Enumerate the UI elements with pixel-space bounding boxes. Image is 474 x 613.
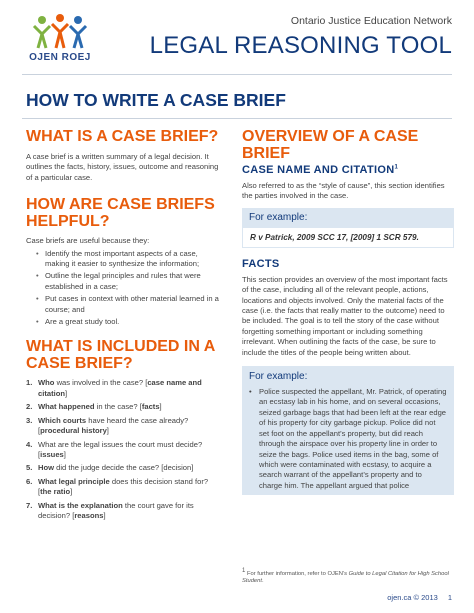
section-helpful bbox=[26, 196, 221, 327]
example-facts-text: • Police suspected the appellant, Mr. Patrick, of operating an ecstasy lab in his home, and on several occasions, seized garbage bags that had been left at the rear edge of his property for city garbage pickup. Police did not set foot on the appellant’s property, but did reach through the airspace over his property line in order to seize the bags. Police used items in the bag, some of which were contaminated with ecstasy, to acquire a search warrant of the appellant’s property and to charge him. The appellant argued that police bbox=[249, 387, 447, 491]
facts-text: This section provides an overview of the most important facts of the case, including all of the relevant people, actions, locations and objects involved. Only the material facts of the case (i.e. the facts that really matter to the outcome) need to be included. The goal is to tell the story of the case without forgetting something important or including something irrelevant. When outlining the facts of the case, be sure to include the titles of the people being written about. bbox=[242, 274, 448, 357]
page-footer bbox=[387, 593, 452, 602]
section-what-is bbox=[26, 128, 221, 183]
page-number: 1 bbox=[447, 593, 452, 602]
heading-facts: FACTS bbox=[242, 257, 280, 270]
step-item: 6. What legal principle does this decision stand for? [the ratio] bbox=[26, 476, 209, 497]
helpful-intro: Case briefs are useful because they: bbox=[26, 236, 150, 246]
people-figures-icon bbox=[30, 12, 90, 52]
heading-included: WHAT IS INCLUDED IN A CASE BRIEF? bbox=[26, 338, 215, 373]
step-item: 3. Which courts have heard the case already? [procedural history] bbox=[26, 415, 189, 436]
page-title: HOW TO WRITE A CASE BRIEF bbox=[26, 90, 286, 110]
list-item: • Identify the most important aspects of a case, making it easier to synthesize the information; bbox=[36, 249, 221, 270]
example-citation: R v Patrick, 2009 SCC 17, [2009] 1 SCR 579. bbox=[242, 227, 454, 248]
helpful-list bbox=[26, 249, 221, 328]
network-name: Ontario Justice Education Network bbox=[290, 15, 452, 27]
logo-text: OJEN ROEJ bbox=[29, 52, 91, 63]
step-item: 1. Who was involved in the case? [case name and citation] bbox=[26, 378, 202, 398]
divider-mid bbox=[22, 118, 452, 119]
step-item: 5. How did the judge decide the case? [decision] bbox=[26, 463, 194, 473]
heading-what-is: WHAT IS A CASE BRIEF? bbox=[26, 128, 219, 145]
heading-case-name: CASE NAME AND CITATION$^1$ bbox=[242, 164, 399, 176]
included-steps bbox=[26, 378, 221, 521]
ojen-logo bbox=[22, 12, 98, 70]
section-included bbox=[26, 338, 221, 521]
case-name-text: Also referred to as the “style of cause”, this section identifies the parties involved in the case. bbox=[242, 181, 445, 201]
list-item: • Are a great study tool. bbox=[36, 317, 221, 327]
tool-title: LEGAL REASONING TOOL bbox=[149, 32, 452, 59]
example-facts-body bbox=[242, 387, 454, 491]
what-is-text: A case brief is a written summary of a legal decision. It outlines the facts, history, issues, outcome and reasoning of a particular case. bbox=[26, 152, 219, 182]
list-item: • Outline the legal principles and rules that were established in a case; bbox=[36, 271, 221, 292]
right-column bbox=[242, 128, 454, 495]
step-item: 4. What are the legal issues the court must decide? [issues] bbox=[26, 439, 203, 459]
example-heading: For example: bbox=[249, 371, 308, 383]
footnote: 1 For further information, refer to OJEN’s Guide to Legal Citation for High School Student. bbox=[242, 568, 449, 585]
divider-top bbox=[22, 74, 452, 75]
heading-helpful: HOW ARE CASE BRIEFS HELPFUL? bbox=[26, 196, 215, 231]
example-box-citation bbox=[242, 208, 454, 248]
example-box-facts bbox=[242, 366, 454, 495]
list-item: • Put cases in context with other material learned in a course; and bbox=[36, 294, 221, 315]
heading-overview: OVERVIEW OF A CASE BRIEF bbox=[242, 128, 419, 162]
left-column bbox=[26, 128, 221, 524]
step-item: 2. What happened in the case? [facts] bbox=[26, 402, 162, 412]
copyright: ojen.ca © 2013 bbox=[387, 593, 438, 602]
example-heading: For example: bbox=[249, 211, 308, 223]
step-item: 7. What is the explanation the court gave for its decision? [reasons] bbox=[26, 500, 194, 520]
